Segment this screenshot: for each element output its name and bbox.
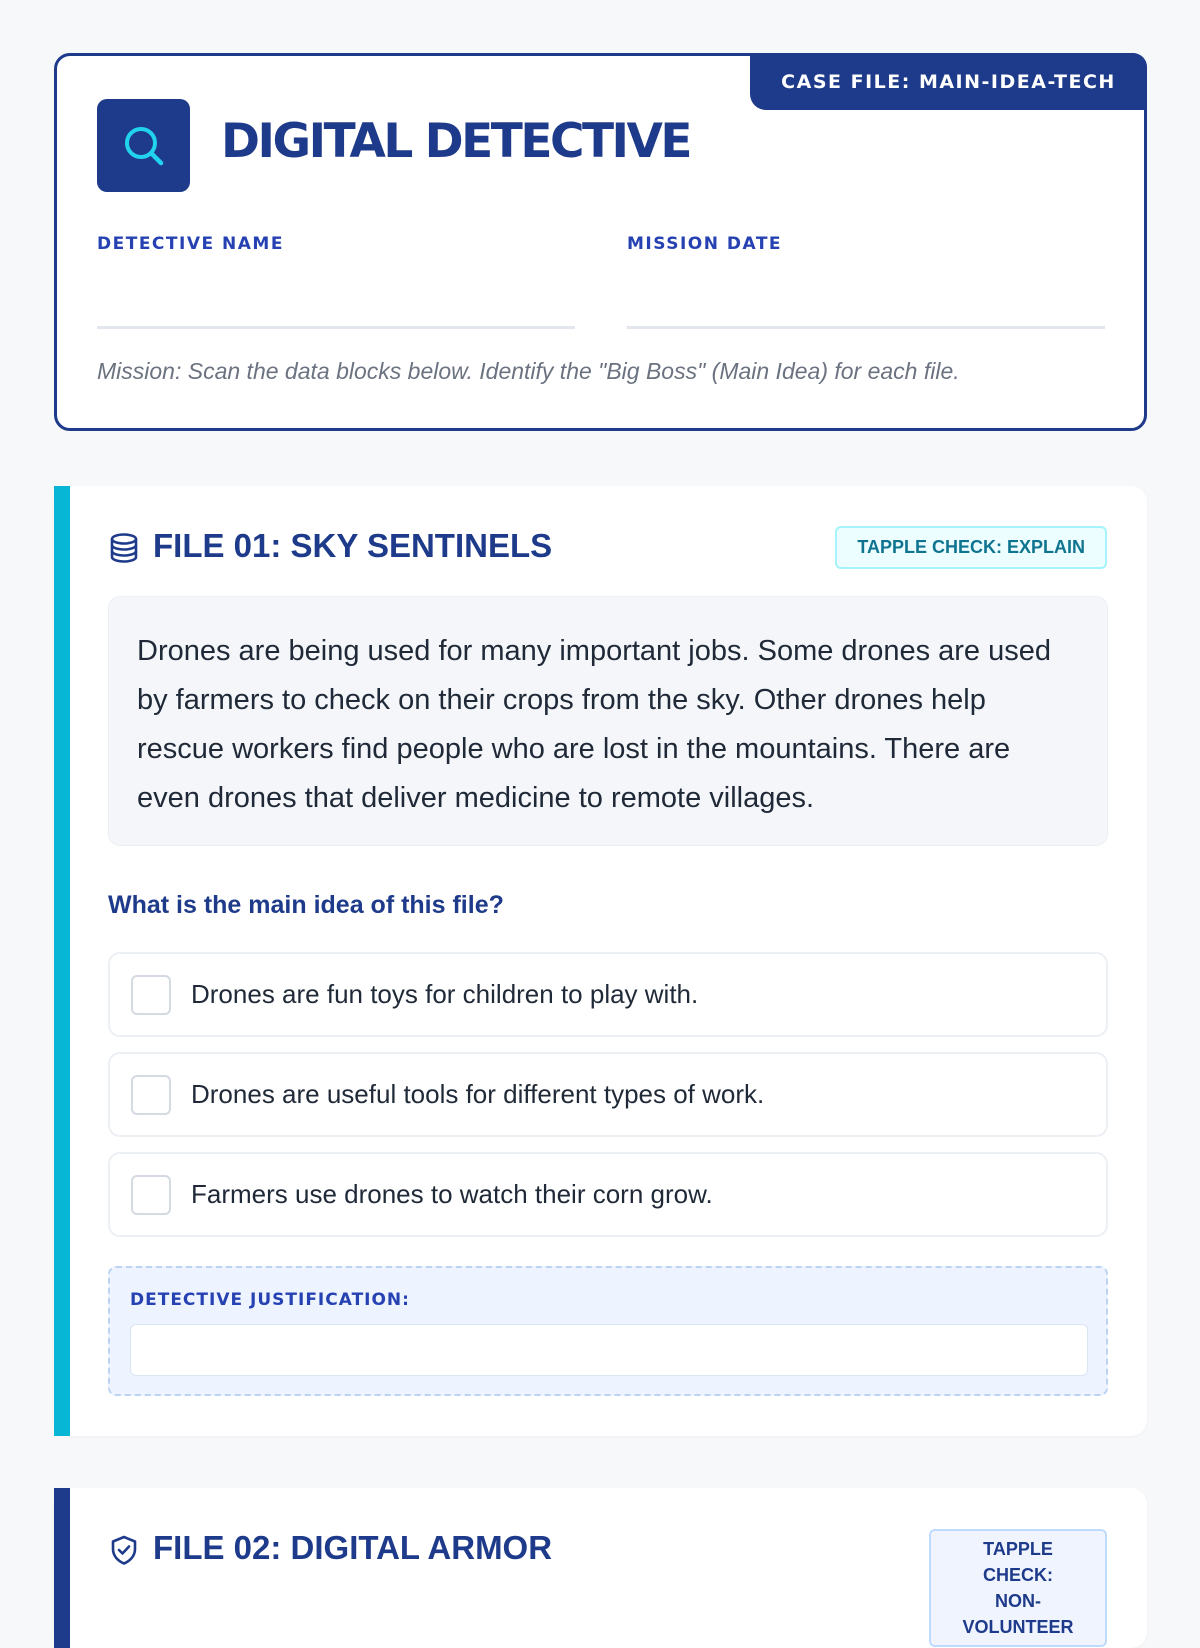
answer-option-3[interactable] <box>108 1152 1108 1237</box>
mission-instructions: Mission: Scan the data blocks below. Identify the "Big Boss" (Main Idea) for each file. <box>97 358 960 384</box>
answer-option-1[interactable] <box>108 952 1108 1037</box>
checkbox[interactable] <box>131 1075 171 1115</box>
answer-option-label: Drones are fun toys for children to play with. <box>191 979 699 1009</box>
detective-name-label: DETECTIVE NAME <box>97 234 284 254</box>
database-icon <box>108 532 140 564</box>
app-logo <box>97 99 190 192</box>
checkbox[interactable] <box>131 975 171 1015</box>
mission-date-field[interactable] <box>627 326 1105 329</box>
passage-text: Drones are being used for many important jobs. Some drones are used by farmers to check on their crops from the sky. Other drones help rescue workers find people who are lost in the mountains. There are even drones that deliver medicine to remote villages. <box>108 596 1108 846</box>
file-card-01 <box>54 486 1147 1436</box>
shield-check-icon <box>108 1534 140 1566</box>
detective-name-field[interactable] <box>97 326 575 329</box>
tapple-check-value: NON-VOLUNTEER <box>962 1591 1074 1637</box>
file-accent-bar <box>54 1488 70 1648</box>
file-accent-bar <box>54 486 70 1436</box>
justification-box <box>108 1266 1108 1396</box>
case-file-tab: CASE FILE: MAIN-IDEA-TECH <box>750 53 1147 110</box>
checkbox[interactable] <box>131 1175 171 1215</box>
mission-header-card <box>54 53 1147 431</box>
page-title: DIGITAL DETECTIVE <box>221 114 690 169</box>
justification-label: DETECTIVE JUSTIFICATION: <box>130 1290 410 1310</box>
mission-date-label: MISSION DATE <box>627 234 783 254</box>
tapple-check-label: TAPPLE CHECK: <box>983 1539 1053 1585</box>
answer-option-label: Drones are useful tools for different types of work. <box>191 1079 765 1109</box>
file-title: FILE 02: DIGITAL ARMOR <box>153 1529 553 1566</box>
file-card-02 <box>54 1488 1147 1648</box>
tapple-check-badge: TAPPLE CHECK: EXPLAIN <box>835 526 1107 569</box>
question-prompt: What is the main idea of this file? <box>108 891 504 919</box>
file-title: FILE 01: SKY SENTINELS <box>153 527 553 564</box>
answer-option-2[interactable] <box>108 1052 1108 1137</box>
tapple-check-badge <box>929 1529 1107 1647</box>
search-icon <box>120 122 168 170</box>
justification-input[interactable] <box>130 1324 1088 1376</box>
answer-option-label: Farmers use drones to watch their corn grow. <box>191 1179 713 1209</box>
